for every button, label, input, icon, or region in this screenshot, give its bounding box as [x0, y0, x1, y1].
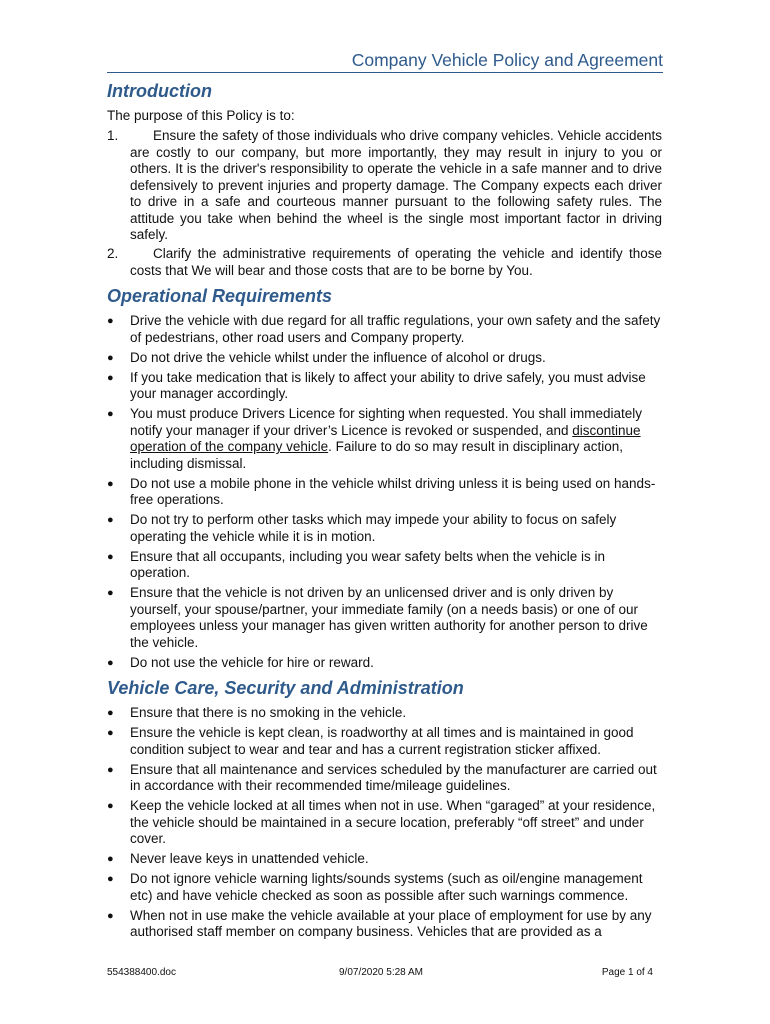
- list-item: ● Drive the vehicle with due regard for all traffic regulations, your own safety and the safety of pedestrians, other road users and Company property.: [107, 313, 661, 345]
- list-item: ● You must produce Drivers Licence for sighting when requested. You shall immediately notify your manager if your driver’s Licence is revoked or suspended, and discontinue operation of the company vehicle. Failure to do so may result in disciplinary action, including dismissal.: [107, 406, 643, 471]
- list-item: ● Keep the vehicle locked at all times when not in use. When “garaged” at your residence, the vehicle should be maintained in a secure location, preferably “off street” and under cover.: [107, 798, 656, 846]
- item-text: Ensure the safety of those individuals who drive company vehicles. Vehicle accidents are costly to our company, but more importantly, they may result in injury to you or others. It is the driver's responsibility to operate the vehicle in a safe manner and to drive defensively to prevent injuries and property damage. The Company expects each driver to drive in a safe and courteous manner pursuant to the following safety rules. The attitude you take when behind the wheel is the single most important factor in driving safely.: [130, 128, 662, 242]
- bullet-icon: ●: [107, 514, 114, 526]
- bullet-icon: ●: [107, 763, 114, 776]
- numbered-item: [107, 128, 662, 244]
- operational-requirements-heading: Operational Requirements: [107, 286, 333, 306]
- vehicle-care-heading: Vehicle Care, Security and Administration: [107, 678, 464, 698]
- list-item: ● Ensure that there is no smoking in the vehicle.: [107, 705, 407, 720]
- introduction-heading: Introduction: [107, 81, 212, 101]
- list-item: ● If you take medication that is likely to affect your ability to drive safely, you must advise your manager accordingly.: [107, 369, 646, 401]
- introduction-lead: The purpose of this Policy is to:: [107, 108, 295, 123]
- bullet-icon: ●: [107, 351, 114, 364]
- list-item: ● When not in use make the vehicle available at your place of employment for use by any authorised staff member on company business. Vehicles that are provided as a: [107, 907, 652, 939]
- bullet-icon: ●: [107, 371, 114, 384]
- list-item: ● Never leave keys in unattended vehicle.: [107, 851, 369, 866]
- list-item: ● Do not ignore vehicle warning lights/sounds systems (such as oil/engine management etc) and have vehicle checked as soon as possible after such warnings commence.: [107, 871, 643, 903]
- bullet-icon: ●: [107, 587, 114, 599]
- list-item: ● Ensure the vehicle is kept clean, is roadworthy at all times and is maintained in good condition subject to wear and tear and has a current registration sticker affixed.: [107, 725, 634, 757]
- list-item: ● Do not use the vehicle for hire or reward.: [107, 654, 374, 670]
- item-number: 1.: [107, 128, 119, 143]
- bullet-icon: ●: [107, 656, 114, 669]
- bullet-icon: ●: [107, 727, 114, 739]
- document-header: Company Vehicle Policy and Agreement: [107, 49, 663, 73]
- bullet-icon: ●: [107, 550, 114, 563]
- bullet-icon: ●: [107, 408, 114, 420]
- item-text: Clarify the administrative requirements of operating the vehicle and identify those costs that We will bear and those costs that are to be borne by You.: [130, 246, 662, 278]
- bullet-icon: ●: [107, 800, 114, 812]
- list-item: ● Ensure that all occupants, including you wear safety belts when the vehicle is in operation.: [107, 548, 606, 580]
- list-item: ● Do not use a mobile phone in the vehicle whilst driving unless it is being used on hands-free operations.: [107, 475, 656, 507]
- list-item: ● Ensure that the vehicle is not driven by an unlicensed driver and is only driven by yourself, your spouse/partner, your immediate family (on a needs basis) or one of our employees unless your manager has given written authority for another person to drive the vehicle.: [107, 585, 648, 650]
- numbered-item: [107, 246, 662, 279]
- bullet-icon: ●: [107, 477, 114, 490]
- list-item: ● Do not drive the vehicle whilst under the influence of alcohol or drugs.: [107, 349, 546, 365]
- bullet-icon: ●: [107, 707, 114, 719]
- bullet-icon: ●: [107, 909, 114, 922]
- operational-requirements-list: [107, 313, 663, 675]
- footer-page-number: Page 1 of 4: [601, 967, 653, 978]
- footer-datetime: 9/07/2020 5:28 AM: [339, 967, 423, 978]
- bullet-icon: ●: [107, 873, 114, 885]
- list-item: ● Ensure that all maintenance and services scheduled by the manufacturer are carried out in accordance with their recommended time/mileage guidelines.: [107, 761, 657, 793]
- page-footer: [107, 966, 663, 980]
- list-item: ● Do not try to perform other tasks which may impede your ability to focus on safely operating the vehicle while it is in motion.: [107, 512, 617, 544]
- footer-filename: 554388400.doc: [107, 967, 176, 978]
- bullet-icon: ●: [107, 853, 114, 865]
- underlined-phrase: discontinue operation of the company vehicle: [130, 422, 641, 454]
- vehicle-care-list: [107, 705, 663, 944]
- bullet-icon: ●: [107, 315, 114, 327]
- item-number: 2.: [107, 246, 119, 261]
